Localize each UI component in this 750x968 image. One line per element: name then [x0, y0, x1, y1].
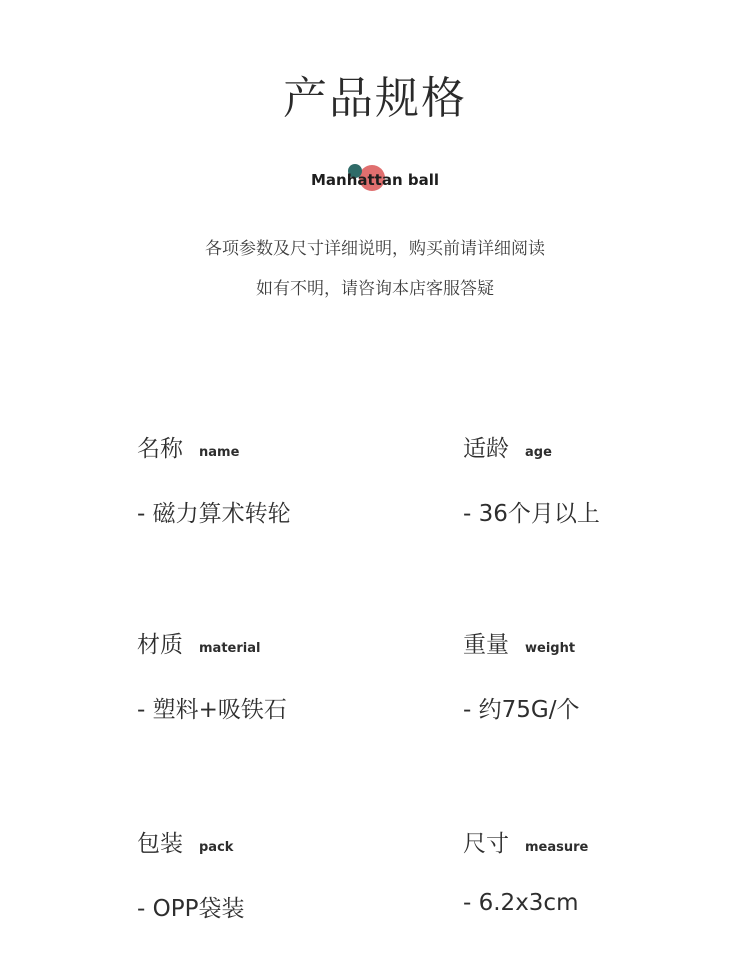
spec-label-cn: 材质 [137, 632, 183, 658]
spec-label-cn: 包装 [137, 831, 183, 857]
spec-label-cn: 重量 [463, 632, 509, 658]
spec-label-cn: 名称 [137, 436, 183, 462]
spec-name [137, 430, 291, 528]
brand-name: Manhattan ball [310, 171, 440, 189]
spec-label-cn: 适龄 [463, 436, 509, 462]
spec-value: - 磁力算术转轮 [137, 501, 291, 527]
intro-note-1: 各项参数及尺寸详细说明，购买前请详细阅读 [205, 239, 545, 259]
spec-weight [463, 626, 579, 724]
spec-label-en: weight [525, 641, 576, 656]
spec-label-en: pack [199, 840, 234, 855]
page-title: 产品规格 [283, 73, 467, 124]
spec-label-en: measure [525, 840, 589, 855]
spec-value: - OPP袋装 [137, 896, 245, 922]
spec-label-en: material [199, 641, 261, 656]
spec-value: - 36个月以上 [463, 501, 600, 527]
spec-material [137, 626, 287, 724]
spec-value: - 6.2x3cm [463, 890, 579, 916]
spec-value: - 塑料+吸铁石 [137, 697, 287, 723]
spec-measure [463, 825, 588, 916]
spec-age [463, 430, 600, 528]
spec-label-en: age [525, 445, 552, 460]
intro-note-2: 如有不明，请咨询本店客服答疑 [256, 279, 494, 299]
brand-logo [0, 162, 750, 196]
spec-label-cn: 尺寸 [463, 831, 509, 857]
spec-value: - 约75G/个 [463, 697, 580, 723]
spec-pack [137, 825, 244, 923]
spec-label-en: name [199, 445, 240, 460]
